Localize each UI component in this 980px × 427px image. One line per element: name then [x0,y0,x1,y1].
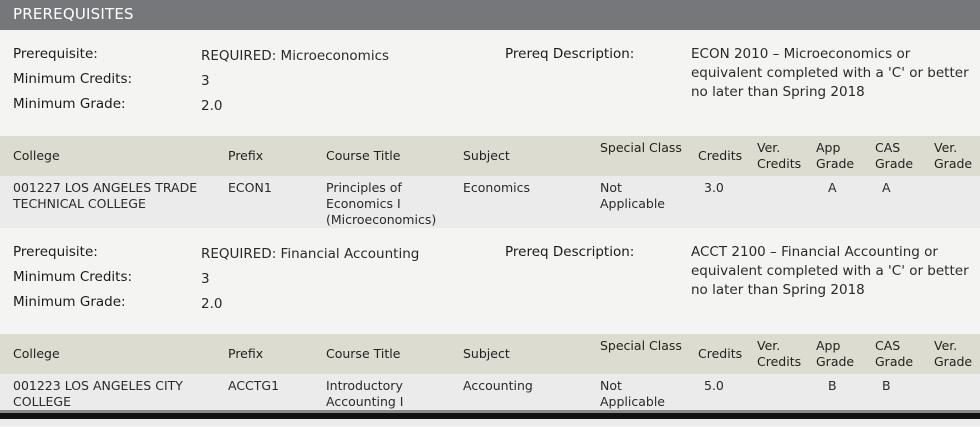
table-cell: B [828,378,837,393]
prerequisite-label: Prerequisite: [13,244,98,260]
minimum-grade-value: 2.0 [201,296,223,312]
table-cell: Economics [463,180,531,195]
table-cell: Introductory Accounting I [326,378,404,409]
column-header: Course Title [326,148,401,163]
column-header: CAS Grade [875,140,914,171]
column-header: Credits [698,346,743,361]
column-header: Special Class [600,140,682,155]
prerequisite-block [0,31,980,229]
column-header: Subject [463,346,510,361]
prerequisite-value: REQUIRED: Financial Accounting [201,246,420,262]
table-header [0,334,980,374]
prerequisite-block [0,229,980,427]
table-cell: A [828,180,837,195]
prereq-description-value: ECON 2010 – Microeconomics or equivalent completed with a 'C' or better no later than Spring 2018 [691,46,969,100]
table-cell: 3.0 [704,180,724,195]
table-cell: Not Applicable [600,180,665,211]
column-header: Subject [463,148,510,163]
bottom-border [0,413,980,419]
column-header: CAS Grade [875,338,914,369]
table-cell: 5.0 [704,378,724,393]
prereq-description-label: Prereq Description: [505,46,635,62]
minimum-credits-label: Minimum Credits: [13,71,133,87]
minimum-credits-label: Minimum Credits: [13,269,133,285]
table-cell: 001223 LOS ANGELES CITY COLLEGE [13,378,183,409]
table-cell: A [882,180,891,195]
minimum-grade-label: Minimum Grade: [13,294,126,310]
section-header [0,0,980,30]
table-header [0,136,980,176]
table-cell: 001227 LOS ANGELES TRADE TECHNICAL COLLEGE [13,180,198,211]
prerequisite-label: Prerequisite: [13,46,98,62]
table-row[interactable] [0,176,980,228]
column-header: Credits [698,148,743,163]
minimum-credits-value: 3 [201,73,210,89]
column-header: Prefix [228,148,264,163]
table-cell: ECON1 [228,180,272,195]
column-header: Special Class [600,338,682,353]
column-header: App Grade [816,338,855,369]
section-title: PREREQUISITES [13,5,134,23]
column-header: College [13,148,60,163]
table-cell: ACCTG1 [228,378,280,393]
column-header: App Grade [816,140,855,171]
table-cell: B [882,378,891,393]
minimum-grade-value: 2.0 [201,98,223,114]
table-cell: Principles of Economics I (Microeconomics) [326,180,437,227]
column-header: Prefix [228,346,264,361]
prerequisite-value: REQUIRED: Microeconomics [201,48,390,64]
table-cell: Accounting [463,378,533,393]
minimum-grade-label: Minimum Grade: [13,96,126,112]
column-header: Ver. Grade [934,338,973,369]
table-cell: Not Applicable [600,378,665,409]
column-header: Ver. Credits [757,140,802,171]
minimum-credits-value: 3 [201,271,210,287]
prereq-description-label: Prereq Description: [505,244,635,260]
column-header: Course Title [326,346,401,361]
column-header: Ver. Credits [757,338,802,369]
prereq-description-value: ACCT 2100 – Financial Accounting or equivalent completed with a 'C' or better no later than Spring 2018 [691,244,969,298]
column-header: College [13,346,60,361]
column-header: Ver. Grade [934,140,973,171]
